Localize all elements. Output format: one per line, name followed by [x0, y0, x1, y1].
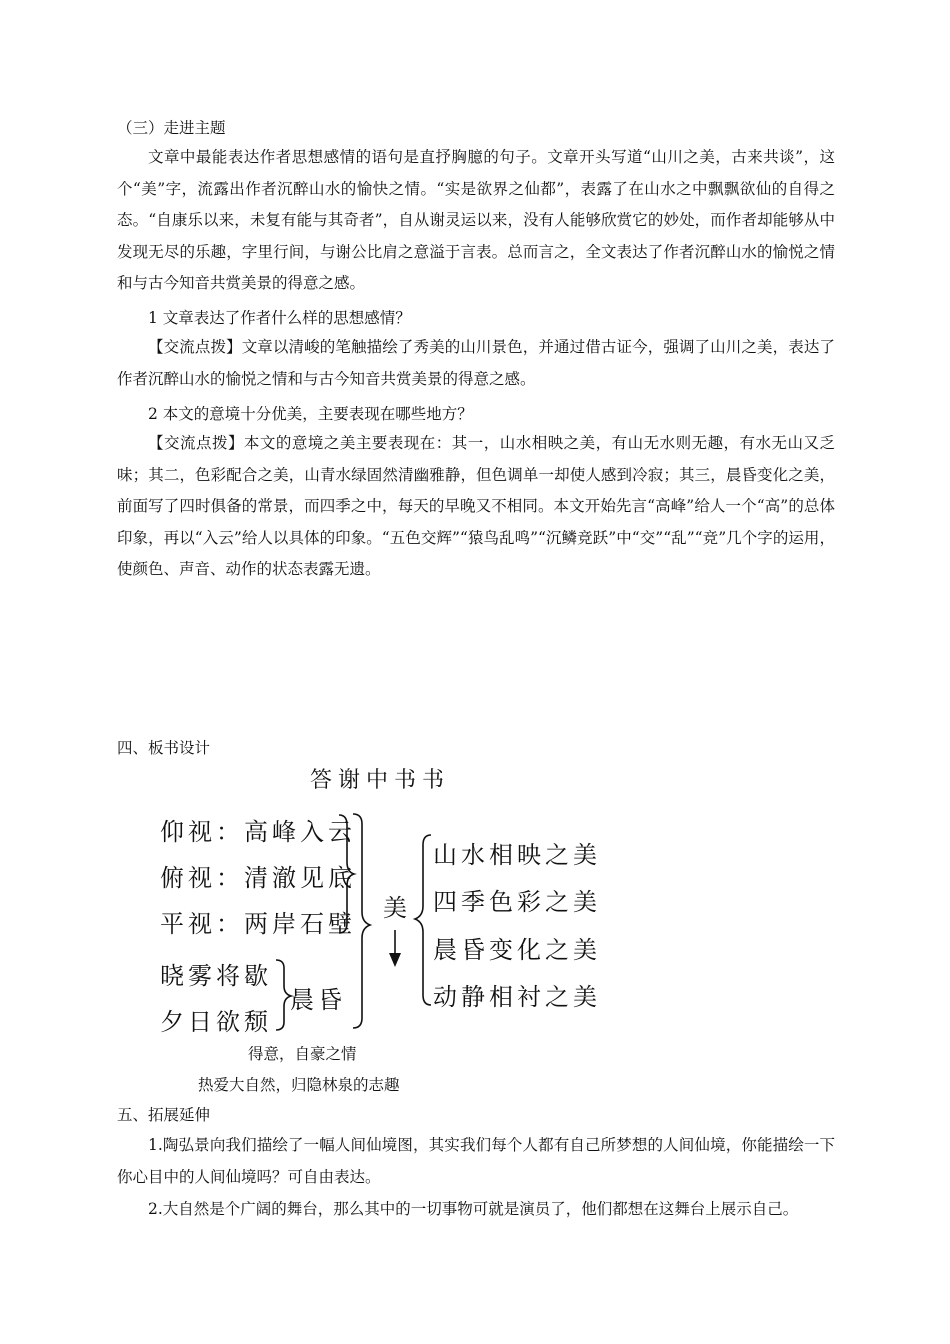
section4-heading: 四、板书设计: [117, 739, 211, 757]
section3-paragraph: 文章中最能表达作者思想感情的语句是直抒胸臆的句子。文章开头写道“山川之美，古来共谈”，这个“美”字，流露出作者沉醉山水的愉快之情。“实是欲界之仙都”，表露了在山水之中飘飘欲仙的自得之态。“自康乐以来，未复有能与其奇者”，自从谢灵运以来，没有人能够欣赏它的妙处，而作者却能够从中发现无尽的乐趣，字里行间，与谢公比肩之意溢于言表。总而言之，全文表达了作者沉醉山水的愉悦之情和与古今知音共赏美景的得意之感。: [117, 148, 835, 293]
brace-right-block: [415, 835, 431, 1005]
board-line-1: 得意，自豪之情: [248, 1045, 357, 1063]
answer-1: 【交流点拨】文章以清峻的笔触描绘了秀美的山川景色，并通过借古证今，强调了山川之美，表达了作者沉醉山水的愉悦之情和与古今知音共赏美景的得意之感。: [117, 338, 835, 388]
section5-heading: 五、拓展延伸: [117, 1106, 211, 1124]
extension-item-2: 2.大自然是个广阔的舞台，那么其中的一切事物可就是演员了，他们都想在这舞台上展示自己。: [148, 1200, 799, 1218]
answer-2: 【交流点拨】本文的意境之美主要表现在：其一，山水相映之美，有山无水则无趣，有水无山又乏味；其二，色彩配合之美，山青水绿固然清幽雅静，但色调单一却使人感到冷寂；其三，晨昏变化之美，前面写了四时俱备的常景，而四季之中，每天的早晚又不相同。本文开始先言“高峰”给人一个“高”的总体印象，再以“入云”给人以具体的印象。“五色交辉”“猿鸟乱鸣”“沉鳞竞跃”中“交”“乱”“竞”几个字的运用，使颜色、声音、动作的状态表露无遗。: [117, 434, 835, 579]
question-1: 1 文章表达了作者什么样的思想感情？: [148, 309, 411, 327]
board-center-beauty: 美: [383, 894, 411, 922]
board-left-item-2: 俯视：清澈见底: [160, 864, 356, 892]
question-2: 2 本文的意境十分优美，主要表现在哪些地方？: [148, 405, 473, 423]
brace-left-block: [353, 814, 370, 1028]
board-left-item-3: 平视：两岸石壁: [160, 910, 356, 938]
board-title: 答谢中书书: [310, 768, 451, 793]
board-left-item-5: 夕日欲颓: [160, 1008, 272, 1036]
section3-heading: （三）走进主题: [117, 119, 226, 137]
brace-views: [339, 815, 354, 933]
board-line-2: 热爱大自然，归隐林泉的志趣: [198, 1076, 400, 1094]
board-right-item-4: 动静相衬之美: [433, 983, 601, 1011]
board-left-item-1: 仰视：高峰入云: [160, 818, 356, 846]
board-right-item-1: 山水相映之美: [433, 841, 601, 869]
brace-morning-evening: [276, 960, 291, 1030]
board-morning-evening: 晨昏: [290, 986, 346, 1014]
board-right-item-2: 四季色彩之美: [433, 888, 601, 916]
extension-item-1: 1.陶弘景向我们描绘了一幅人间仙境图，其实我们每个人都有自己所梦想的人间仙境，你能描绘一下你心目中的人间仙境吗？可自由表达。: [117, 1136, 835, 1186]
board-left-item-4: 晓雾将歇: [160, 962, 272, 990]
board-right-item-3: 晨昏变化之美: [433, 936, 601, 964]
